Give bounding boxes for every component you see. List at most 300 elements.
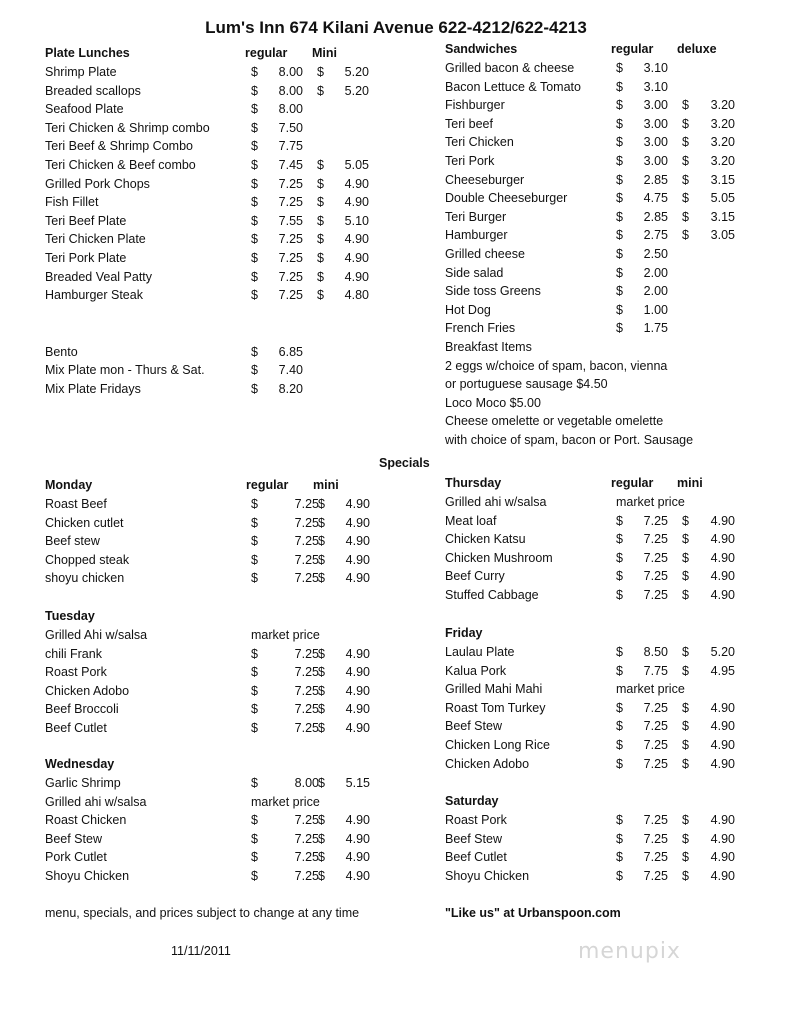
currency-symbol: $ <box>682 663 689 678</box>
currency-symbol: $ <box>251 515 258 530</box>
menu-item-row <box>45 682 385 701</box>
regular-price: 3.00 <box>643 116 668 131</box>
menu-item-row <box>45 495 385 514</box>
deluxe-price: 3.20 <box>710 135 735 150</box>
currency-symbol: $ <box>317 83 324 98</box>
mini-price: 4.90 <box>710 850 735 865</box>
item-name: Shoyu Chicken <box>45 868 130 883</box>
mini-price: 4.90 <box>710 813 735 827</box>
item-name: Teri Beef & Shrimp Combo <box>45 139 193 154</box>
regular-price: 7.25 <box>294 552 319 567</box>
item-name: shoyu chicken <box>45 571 125 586</box>
currency-symbol: $ <box>682 587 689 602</box>
menu-item-row <box>45 626 385 645</box>
regular-price: 3.00 <box>643 98 668 113</box>
currency-symbol: $ <box>682 850 689 865</box>
monday-specials <box>45 476 385 588</box>
item-name: Shoyu Chicken <box>445 868 530 883</box>
mini-price: 4.90 <box>345 868 370 883</box>
menu-item-row <box>445 848 765 867</box>
currency-symbol: $ <box>251 102 258 117</box>
currency-symbol: $ <box>682 153 689 168</box>
specials-title: Specials <box>379 456 430 470</box>
regular-price: 7.25 <box>294 831 319 846</box>
item-name: Beef Curry <box>445 569 505 584</box>
menu-item-row <box>445 662 765 681</box>
currency-symbol: $ <box>616 513 623 528</box>
regular-price: 7.45 <box>278 157 303 172</box>
currency-symbol: $ <box>616 209 623 224</box>
item-name: Chopped steak <box>45 552 130 567</box>
currency-symbol: $ <box>616 135 623 150</box>
currency-symbol: $ <box>616 191 623 206</box>
currency-symbol: $ <box>682 98 689 113</box>
regular-price: 7.25 <box>643 813 668 827</box>
currency-symbol: $ <box>318 776 325 790</box>
currency-symbol: $ <box>616 172 623 187</box>
item-name: Garlic Shrimp <box>45 776 121 790</box>
regular-price: 7.25 <box>294 646 319 661</box>
regular-price: 7.25 <box>294 720 319 735</box>
breakfast-line: with choice of spam, bacon or Port. Sausage <box>445 432 694 447</box>
item-name: Grilled Mahi Mahi <box>445 682 543 697</box>
regular-column-label: regular <box>611 42 654 56</box>
item-name: Beef stew <box>45 534 100 549</box>
regular-price: 7.25 <box>278 176 303 191</box>
currency-symbol: $ <box>616 645 623 659</box>
currency-symbol: $ <box>318 702 325 717</box>
item-name: Teri Beef Plate <box>45 213 127 228</box>
currency-symbol: $ <box>616 321 623 336</box>
day-header <box>45 476 385 495</box>
regular-price: 8.20 <box>278 381 303 396</box>
plate-lunches-heading: Plate Lunches <box>45 46 130 60</box>
menu-item-row <box>445 530 765 549</box>
currency-symbol: $ <box>616 61 623 75</box>
regular-price: 7.25 <box>294 534 319 549</box>
day-header <box>445 792 765 811</box>
currency-symbol: $ <box>317 176 324 191</box>
mini-price: 5.20 <box>344 83 369 98</box>
menupix-watermark: menupix <box>578 939 681 964</box>
menu-item-row <box>45 811 385 830</box>
mini-column-label: mini <box>313 478 339 492</box>
currency-symbol: $ <box>251 363 258 378</box>
day-header <box>45 755 385 774</box>
currency-symbol: $ <box>682 191 689 206</box>
item-name: Teri Chicken & Shrimp combo <box>45 120 210 135</box>
currency-symbol: $ <box>616 532 623 547</box>
currency-symbol: $ <box>318 646 325 661</box>
mini-price: 4.90 <box>344 250 369 265</box>
regular-column-label: regular <box>246 478 289 492</box>
currency-symbol: $ <box>616 737 623 752</box>
sandwiches-heading: Sandwiches <box>445 42 518 56</box>
menu-item-row <box>445 567 765 586</box>
saturday-specials <box>445 792 765 885</box>
currency-symbol: $ <box>616 813 623 827</box>
item-name: Meat loaf <box>445 513 497 528</box>
menu-item-row <box>45 774 385 793</box>
currency-symbol: $ <box>251 176 258 191</box>
regular-price: 7.25 <box>643 550 668 565</box>
mini-price: 4.90 <box>345 683 370 698</box>
item-name: Fish Fillet <box>45 195 99 210</box>
day-name: Thursday <box>445 476 502 490</box>
regular-price: 7.50 <box>278 120 303 135</box>
item-name: Teri Chicken & Beef combo <box>45 157 196 172</box>
mini-price: 4.90 <box>345 646 370 661</box>
item-name: Fishburger <box>445 98 505 113</box>
item-name: Beef Stew <box>445 831 502 846</box>
footer-note: menu, specials, and prices subject to change at any time <box>45 906 360 920</box>
currency-symbol: $ <box>682 172 689 187</box>
regular-price: 8.50 <box>643 645 668 659</box>
currency-symbol: $ <box>317 65 324 79</box>
item-name: Teri Chicken Plate <box>45 232 146 247</box>
currency-symbol: $ <box>682 532 689 547</box>
regular-price: 2.75 <box>643 228 668 243</box>
currency-symbol: $ <box>317 269 324 284</box>
breakfast-line: 2 eggs w/choice of spam, bacon, vienna <box>445 358 668 373</box>
regular-price: 7.25 <box>278 269 303 284</box>
menu-item-row <box>445 755 765 774</box>
regular-price: 8.00 <box>278 83 303 98</box>
currency-symbol: $ <box>682 116 689 131</box>
regular-price: 7.25 <box>294 497 319 511</box>
menu-item-row <box>445 811 765 830</box>
regular-price: 7.25 <box>294 850 319 865</box>
currency-symbol: $ <box>318 571 325 586</box>
currency-symbol: $ <box>318 850 325 865</box>
mini-price: 4.90 <box>345 552 370 567</box>
breakfast-heading: Breakfast Items <box>445 339 532 354</box>
deluxe-price: 3.20 <box>710 153 735 168</box>
regular-price: 7.25 <box>278 195 303 210</box>
currency-symbol: $ <box>682 228 689 243</box>
regular-price: 8.00 <box>294 776 319 790</box>
item-name: Beef Cutlet <box>445 850 507 865</box>
menu-item-row <box>445 493 765 512</box>
currency-symbol: $ <box>251 65 258 79</box>
item-name: Teri Pork Plate <box>45 250 127 265</box>
menu-item-row <box>45 156 385 175</box>
day-name: Friday <box>445 626 483 640</box>
mini-price: 4.90 <box>345 720 370 735</box>
regular-price: 7.25 <box>643 850 668 865</box>
menu-item-row <box>445 59 765 78</box>
market-price-label: market price <box>616 495 685 509</box>
regular-price: 4.75 <box>643 191 668 206</box>
mini-price: 4.90 <box>345 571 370 586</box>
mini-price: 4.80 <box>344 288 369 303</box>
regular-price: 2.00 <box>643 284 668 299</box>
regular-price: 7.25 <box>278 232 303 247</box>
menu-item-row <box>445 78 765 97</box>
item-name: Kalua Pork <box>445 663 507 678</box>
item-name: Teri beef <box>445 116 493 131</box>
currency-symbol: $ <box>616 550 623 565</box>
plate-lunches-header <box>45 44 385 63</box>
mini-price: 5.15 <box>345 776 370 790</box>
mini-price: 4.90 <box>710 868 735 883</box>
item-name: Hamburger Steak <box>45 288 143 303</box>
item-name: Bacon Lettuce & Tomato <box>445 79 581 94</box>
menu-item-row <box>445 152 765 171</box>
regular-price: 7.25 <box>643 868 668 883</box>
item-name: Chicken Katsu <box>445 532 526 547</box>
currency-symbol: $ <box>251 813 258 828</box>
regular-column-label: regular <box>245 46 288 60</box>
currency-symbol: $ <box>318 552 325 567</box>
currency-symbol: $ <box>251 497 258 511</box>
mini-price: 4.90 <box>710 831 735 846</box>
regular-price: 7.25 <box>294 868 319 883</box>
currency-symbol: $ <box>251 720 258 735</box>
mini-price: 4.90 <box>344 232 369 247</box>
currency-symbol: $ <box>682 550 689 565</box>
mini-price: 4.90 <box>344 176 369 191</box>
currency-symbol: $ <box>682 868 689 883</box>
regular-price: 7.25 <box>278 288 303 303</box>
item-name: Laulau Plate <box>445 645 515 659</box>
currency-symbol: $ <box>251 683 258 698</box>
thursday-specials <box>445 474 765 605</box>
item-name: Grilled cheese <box>445 246 525 261</box>
regular-price: 7.55 <box>278 213 303 228</box>
item-name: Side salad <box>445 265 504 280</box>
item-name: Roast Pork <box>445 813 507 827</box>
currency-symbol: $ <box>318 497 325 511</box>
mini-price: 4.90 <box>345 813 370 828</box>
menu-item-row <box>45 230 385 249</box>
menu-item-row <box>45 82 385 101</box>
currency-symbol: $ <box>682 135 689 150</box>
menu-item-row <box>45 137 385 156</box>
menu-item-row <box>45 175 385 194</box>
item-name: Teri Pork <box>445 153 495 168</box>
item-name: Chicken Mushroom <box>445 550 553 565</box>
breakfast-line: or portuguese sausage $4.50 <box>445 377 608 392</box>
currency-symbol: $ <box>251 646 258 661</box>
breakfast-block <box>445 338 765 450</box>
day-name: Wednesday <box>45 757 115 771</box>
regular-price: 7.25 <box>278 250 303 265</box>
currency-symbol: $ <box>616 246 623 261</box>
menu-item-row <box>45 700 385 719</box>
mini-price: 4.95 <box>710 663 735 678</box>
item-name: Beef Broccoli <box>45 702 119 717</box>
menu-item-row <box>45 286 385 305</box>
menu-item-row <box>445 133 765 152</box>
currency-symbol: $ <box>251 831 258 846</box>
sandwiches-section <box>445 40 765 449</box>
mini-price: 4.90 <box>710 719 735 734</box>
regular-price: 7.25 <box>294 683 319 698</box>
regular-price: 7.75 <box>643 663 668 678</box>
deluxe-price: 3.20 <box>710 98 735 113</box>
menu-item-row <box>45 63 385 82</box>
item-name: Teri Burger <box>445 209 507 224</box>
currency-symbol: $ <box>318 665 325 680</box>
currency-symbol: $ <box>616 756 623 771</box>
market-price-label: market price <box>251 628 320 642</box>
regular-price: 1.00 <box>643 302 668 317</box>
mini-price: 4.90 <box>345 850 370 865</box>
page-title: Lum's Inn 674 Kilani Avenue 622-4212/622-4213 <box>205 18 587 37</box>
item-name: Double Cheeseburger <box>445 191 568 206</box>
menu-item-row <box>445 226 765 245</box>
menu-item-row <box>45 645 385 664</box>
day-header <box>45 607 385 626</box>
mini-price: 4.90 <box>710 587 735 602</box>
item-name: Pork Cutlet <box>45 850 107 865</box>
regular-price: 3.10 <box>643 61 668 75</box>
mini-price: 4.90 <box>344 269 369 284</box>
currency-symbol: $ <box>682 831 689 846</box>
mini-price: 4.90 <box>710 532 735 547</box>
mini-price: 4.90 <box>710 737 735 752</box>
day-header <box>445 474 765 493</box>
item-name: Shrimp Plate <box>45 65 117 79</box>
currency-symbol: $ <box>251 157 258 172</box>
regular-price: 7.25 <box>294 571 319 586</box>
menu-item-row <box>445 319 765 338</box>
currency-symbol: $ <box>682 737 689 752</box>
currency-symbol: $ <box>616 98 623 113</box>
item-name: Mix Plate Fridays <box>45 381 141 396</box>
item-name: Beef Stew <box>445 719 502 734</box>
currency-symbol: $ <box>318 534 325 549</box>
item-name: Grilled ahi w/salsa <box>445 495 547 509</box>
urbanspoon-like-link[interactable]: "Like us" at Urbanspoon.com <box>445 906 621 920</box>
mini-price: 4.90 <box>345 497 370 511</box>
menu-date: 11/11/2011 <box>171 944 231 958</box>
regular-price: 3.00 <box>643 135 668 150</box>
day-header <box>445 624 765 643</box>
menu-item-row <box>445 643 765 662</box>
currency-symbol: $ <box>616 569 623 584</box>
item-name: Hot Dog <box>445 302 491 317</box>
menu-item-row <box>45 514 385 533</box>
mini-price: 4.90 <box>710 756 735 771</box>
currency-symbol: $ <box>616 302 623 317</box>
menu-item-row <box>445 830 765 849</box>
currency-symbol: $ <box>318 515 325 530</box>
mini-price: 5.10 <box>344 213 369 228</box>
currency-symbol: $ <box>682 700 689 715</box>
regular-price: 6.85 <box>278 344 303 359</box>
menu-item-row <box>45 867 385 886</box>
regular-price: 7.25 <box>294 665 319 680</box>
menu-item-row <box>45 193 385 212</box>
currency-symbol: $ <box>616 587 623 602</box>
item-name: Mix Plate mon - Thurs & Sat. <box>45 363 205 378</box>
mini-price: 5.20 <box>344 65 369 79</box>
menu-item-row <box>445 736 765 755</box>
currency-symbol: $ <box>616 116 623 131</box>
mini-price: 5.20 <box>710 645 735 659</box>
currency-symbol: $ <box>682 756 689 771</box>
currency-symbol: $ <box>251 195 258 210</box>
item-name: Roast Tom Turkey <box>445 700 546 715</box>
currency-symbol: $ <box>682 719 689 734</box>
menu-item-row <box>45 830 385 849</box>
currency-symbol: $ <box>616 850 623 865</box>
menu-item-row <box>45 343 385 362</box>
currency-symbol: $ <box>251 571 258 586</box>
item-name: Bento <box>45 344 78 359</box>
item-name: Grilled Ahi w/salsa <box>45 628 148 642</box>
currency-symbol: $ <box>616 153 623 168</box>
menu-item-row <box>445 549 765 568</box>
currency-symbol: $ <box>317 195 324 210</box>
menu-item-row <box>45 268 385 287</box>
currency-symbol: $ <box>682 513 689 528</box>
regular-price: 2.85 <box>643 172 668 187</box>
currency-symbol: $ <box>251 344 258 359</box>
item-name: Chicken Long Rice <box>445 737 550 752</box>
currency-symbol: $ <box>251 120 258 135</box>
currency-symbol: $ <box>682 645 689 659</box>
regular-price: 3.10 <box>643 79 668 94</box>
currency-symbol: $ <box>682 569 689 584</box>
item-name: chili Frank <box>45 646 102 661</box>
mini-price: 4.90 <box>710 569 735 584</box>
menu-item-row <box>445 245 765 264</box>
menu-item-row <box>45 380 385 399</box>
mini-price: 4.90 <box>345 702 370 717</box>
currency-symbol: $ <box>251 232 258 247</box>
currency-symbol: $ <box>251 552 258 567</box>
menu-item-row <box>45 569 385 588</box>
menu-item-row <box>445 867 765 886</box>
menu-item-row <box>445 282 765 301</box>
regular-price: 7.25 <box>643 719 668 734</box>
currency-symbol: $ <box>251 534 258 549</box>
mini-price: 4.90 <box>710 700 735 715</box>
currency-symbol: $ <box>251 850 258 865</box>
menu-item-row <box>445 171 765 190</box>
item-name: Seafood Plate <box>45 102 124 117</box>
currency-symbol: $ <box>318 868 325 883</box>
currency-symbol: $ <box>317 232 324 247</box>
menu-item-row <box>445 96 765 115</box>
currency-symbol: $ <box>317 250 324 265</box>
currency-symbol: $ <box>616 831 623 846</box>
menu-item-row <box>45 100 385 119</box>
currency-symbol: $ <box>251 83 258 98</box>
item-name: Roast Pork <box>45 665 107 680</box>
currency-symbol: $ <box>251 269 258 284</box>
menu-item-row <box>445 264 765 283</box>
menu-item-row <box>45 793 385 812</box>
mini-price: 4.90 <box>710 513 735 528</box>
currency-symbol: $ <box>317 157 324 172</box>
currency-symbol: $ <box>251 288 258 303</box>
currency-symbol: $ <box>616 868 623 883</box>
currency-symbol: $ <box>251 868 258 883</box>
regular-price: 7.25 <box>294 813 319 828</box>
wednesday-specials <box>45 755 385 886</box>
deluxe-price: 5.05 <box>710 191 735 206</box>
menu-item-row <box>45 249 385 268</box>
day-name: Monday <box>45 478 93 492</box>
mini-column-label: mini <box>677 476 703 490</box>
currency-symbol: $ <box>616 700 623 715</box>
item-name: Hamburger <box>445 228 508 243</box>
day-name: Tuesday <box>45 609 95 623</box>
